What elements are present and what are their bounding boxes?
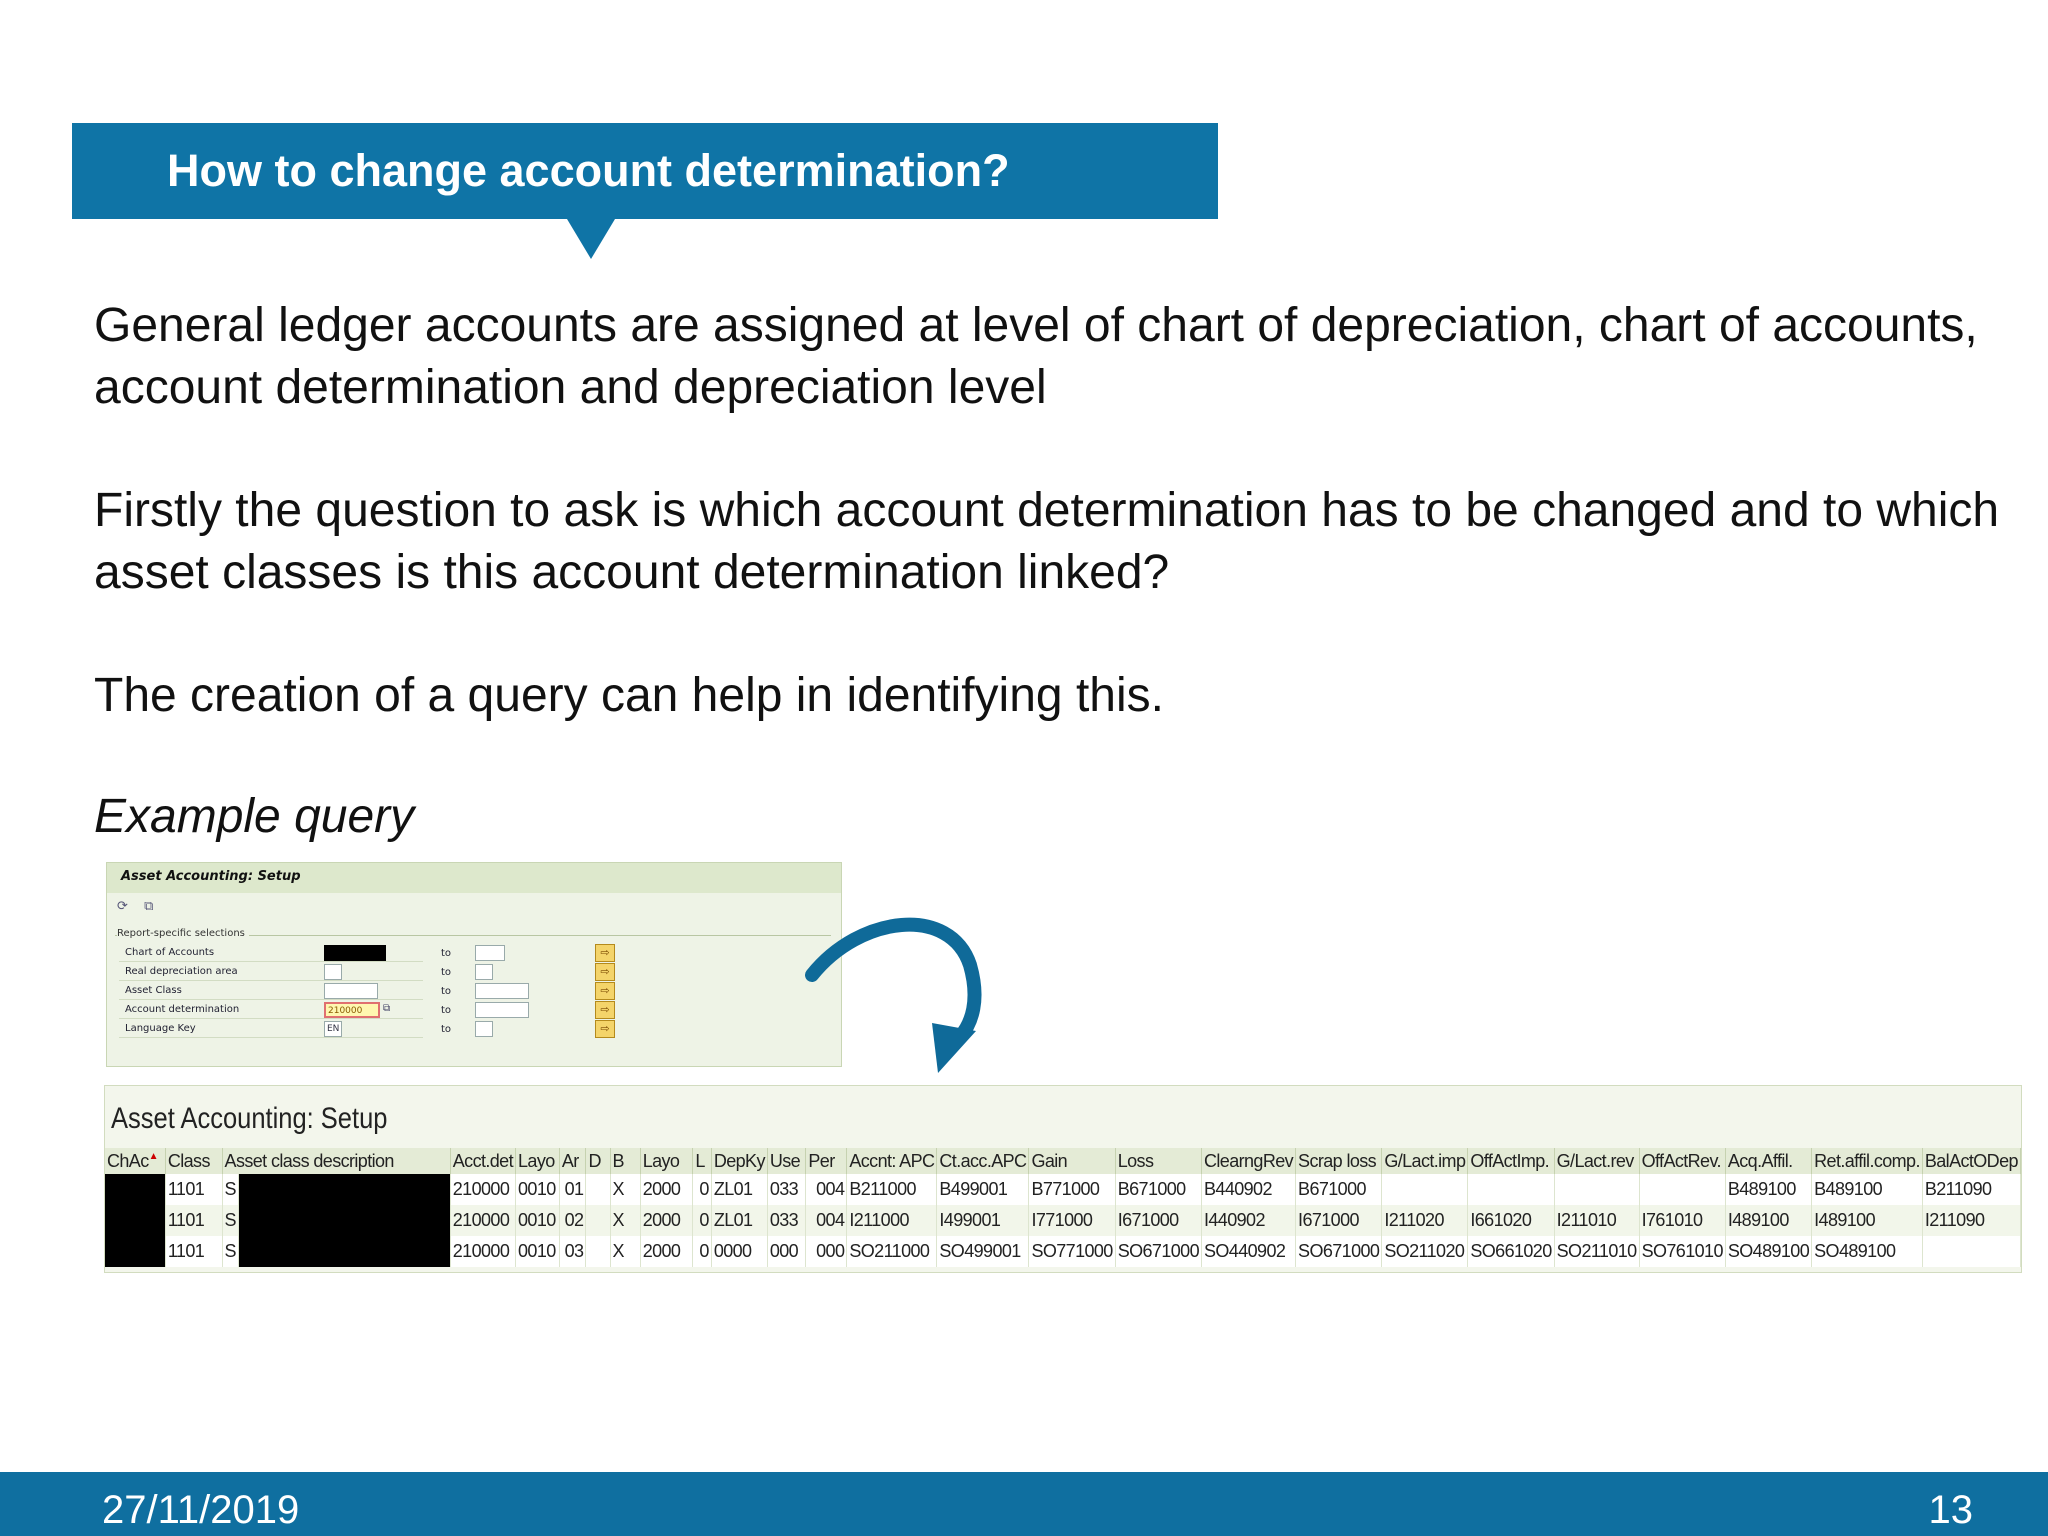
table-cell xyxy=(238,1174,450,1205)
column-header[interactable]: Gain xyxy=(1029,1148,1115,1174)
table-cell: SO489100 xyxy=(1812,1236,1923,1267)
asset-class-input[interactable] xyxy=(324,983,378,999)
table-cell: I489100 xyxy=(1812,1205,1923,1236)
curved-arrow-icon xyxy=(800,905,1000,1075)
depreciation-area-input[interactable] xyxy=(324,964,342,980)
table-cell xyxy=(586,1174,610,1205)
banner-pointer xyxy=(567,219,615,259)
chart-of-accounts-to-input[interactable] xyxy=(475,945,505,961)
table-cell: I771000 xyxy=(1029,1205,1115,1236)
table-cell: I211010 xyxy=(1554,1205,1639,1236)
table-cell: B211090 xyxy=(1922,1174,2020,1205)
table-cell: SO211020 xyxy=(1382,1236,1468,1267)
table-cell: B499001 xyxy=(937,1174,1029,1205)
column-header[interactable]: Asset class description xyxy=(222,1148,450,1174)
table-cell: 2000 xyxy=(640,1174,693,1205)
result-table xyxy=(105,1148,2021,1267)
column-header[interactable]: L xyxy=(693,1148,711,1174)
column-header[interactable]: ClearngRev xyxy=(1202,1148,1296,1174)
column-header[interactable]: DepKy xyxy=(711,1148,767,1174)
table-cell: B489100 xyxy=(1812,1174,1923,1205)
footer-date: 27/11/2019 xyxy=(102,1488,300,1532)
table-cell: B489100 xyxy=(1725,1174,1811,1205)
field-label: Language Key xyxy=(125,1023,196,1034)
table-cell: 02 xyxy=(559,1205,586,1236)
chart-of-accounts-input[interactable] xyxy=(324,945,386,961)
table-cell: B671000 xyxy=(1296,1174,1382,1205)
table-cell: B440902 xyxy=(1202,1174,1296,1205)
to-label: to xyxy=(441,967,452,978)
table-cell: 000 xyxy=(806,1236,847,1267)
table-cell: S xyxy=(222,1236,238,1267)
table-cell: SO211000 xyxy=(847,1236,937,1267)
column-header[interactable]: Layo xyxy=(516,1148,560,1174)
table-cell: X xyxy=(610,1236,640,1267)
table-cell: 0010 xyxy=(516,1236,560,1267)
table-cell: ZL01 xyxy=(711,1174,767,1205)
column-header[interactable]: Class xyxy=(165,1148,222,1174)
table-cell: SO499001 xyxy=(937,1236,1029,1267)
table-cell: 2000 xyxy=(640,1236,693,1267)
table-row[interactable] xyxy=(105,1205,2021,1236)
account-determination-input[interactable]: 210000 xyxy=(324,1002,380,1018)
table-cell: 1101 xyxy=(165,1205,222,1236)
column-header[interactable]: BalActODep xyxy=(1922,1148,2020,1174)
table-cell: 004 xyxy=(806,1205,847,1236)
column-header[interactable]: Per xyxy=(806,1148,847,1174)
table-cell xyxy=(1639,1174,1725,1205)
table-cell xyxy=(105,1205,165,1236)
table-cell: 03 xyxy=(559,1236,586,1267)
table-cell: SO671000 xyxy=(1115,1236,1201,1267)
table-cell: I661020 xyxy=(1468,1205,1554,1236)
search-help-icon[interactable]: ⧉ xyxy=(383,1003,391,1014)
selection-screen-title: Asset Accounting: Setup xyxy=(107,863,841,893)
table-cell: 0010 xyxy=(516,1205,560,1236)
table-cell xyxy=(238,1205,450,1236)
table-cell: I761010 xyxy=(1639,1205,1725,1236)
to-label: to xyxy=(441,1024,452,1035)
table-cell: X xyxy=(610,1174,640,1205)
column-header[interactable]: Ret.affil.comp. xyxy=(1812,1148,1923,1174)
table-cell xyxy=(105,1174,165,1205)
paragraph-question: Firstly the question to ask is which account determination has to be changed and to which asset classes is this account determination linked? xyxy=(94,484,2000,599)
group-label: Report-specific selections xyxy=(117,928,249,939)
field-label: Account determination xyxy=(125,1004,240,1015)
field-label: Real depreciation area xyxy=(125,966,238,977)
account-determination-to-input[interactable] xyxy=(475,1002,529,1018)
table-cell: I211000 xyxy=(847,1205,937,1236)
column-header[interactable]: D xyxy=(586,1148,610,1174)
multiple-selection-icon[interactable]: ⇨ xyxy=(595,963,615,981)
page-number: 13 xyxy=(1928,1488,1973,1532)
column-header[interactable]: Loss xyxy=(1115,1148,1201,1174)
multiple-selection-icon[interactable]: ⇨ xyxy=(595,1001,615,1019)
table-cell: B771000 xyxy=(1029,1174,1115,1205)
result-list-screenshot xyxy=(104,1085,2022,1273)
table-cell: 000 xyxy=(767,1236,806,1267)
row-real-depreciation-area xyxy=(115,963,831,981)
selection-toolbar xyxy=(107,893,841,917)
row-language-key xyxy=(115,1020,831,1038)
row-asset-class xyxy=(115,982,831,1000)
column-header[interactable]: Acct.det xyxy=(450,1148,515,1174)
column-header[interactable]: Accnt: APC xyxy=(847,1148,937,1174)
language-key-to-input[interactable] xyxy=(475,1021,493,1037)
asset-class-to-input[interactable] xyxy=(475,983,529,999)
table-cell: X xyxy=(610,1205,640,1236)
table-cell: I211090 xyxy=(1922,1205,2020,1236)
table-cell: 210000 xyxy=(450,1236,515,1267)
column-header[interactable]: Scrap loss xyxy=(1296,1148,1382,1174)
table-cell: B671000 xyxy=(1115,1174,1201,1205)
table-cell: 210000 xyxy=(450,1205,515,1236)
table-cell: 033 xyxy=(767,1205,806,1236)
column-header[interactable]: G/Lact.imp xyxy=(1382,1148,1468,1174)
column-header[interactable]: Use xyxy=(767,1148,806,1174)
table-cell xyxy=(586,1236,610,1267)
column-header[interactable]: OffActImp. xyxy=(1468,1148,1554,1174)
table-cell: SO211010 xyxy=(1554,1236,1639,1267)
table-cell: SO440902 xyxy=(1202,1236,1296,1267)
slide-title: How to change account determination? xyxy=(167,145,1010,196)
paragraph-query: The creation of a query can help in identifying this. xyxy=(94,669,1164,722)
table-cell: 0 xyxy=(693,1174,711,1205)
report-selections-group xyxy=(115,928,831,1056)
table-cell: SO661020 xyxy=(1468,1236,1554,1267)
result-list-title: Asset Accounting: Setup xyxy=(111,1102,388,1135)
table-cell: SO671000 xyxy=(1296,1236,1382,1267)
table-cell: 210000 xyxy=(450,1174,515,1205)
execute-icon[interactable]: ⟳ xyxy=(117,899,128,914)
field-label: Chart of Accounts xyxy=(125,947,215,958)
to-label: to xyxy=(441,986,452,997)
paragraph-gl-accounts: General ledger accounts are assigned at level of chart of depreciation, chart of accounts, account determination and depreciation level xyxy=(94,299,1978,414)
table-cell: 0000 xyxy=(711,1236,767,1267)
table-cell: S xyxy=(222,1205,238,1236)
table-cell: B211000 xyxy=(847,1174,937,1205)
table-cell: 1101 xyxy=(165,1236,222,1267)
table-cell xyxy=(238,1236,450,1267)
column-header[interactable]: Ct.acc.APC xyxy=(937,1148,1029,1174)
multiple-selection-icon[interactable]: ⇨ xyxy=(595,944,615,962)
table-cell: 0 xyxy=(693,1236,711,1267)
table-cell: S xyxy=(222,1174,238,1205)
table-cell: 1101 xyxy=(165,1174,222,1205)
column-header[interactable]: B xyxy=(610,1148,640,1174)
title-banner xyxy=(72,123,1218,219)
table-cell xyxy=(1922,1236,2020,1267)
row-chart-of-accounts xyxy=(115,944,831,962)
table-cell: I440902 xyxy=(1202,1205,1296,1236)
table-cell: SO771000 xyxy=(1029,1236,1115,1267)
table-header-row xyxy=(105,1148,2021,1174)
multiple-selection-icon[interactable]: ⇨ xyxy=(595,1020,615,1038)
column-header[interactable]: OffActRev. xyxy=(1639,1148,1725,1174)
table-row[interactable] xyxy=(105,1174,2021,1205)
table-cell: 0010 xyxy=(516,1174,560,1205)
table-cell xyxy=(586,1205,610,1236)
row-account-determination xyxy=(115,1001,831,1019)
table-cell: 01 xyxy=(559,1174,586,1205)
example-query-label: Example query xyxy=(94,790,415,843)
column-header[interactable]: Acq.Affil. xyxy=(1725,1148,1811,1174)
table-cell: SO489100 xyxy=(1725,1236,1811,1267)
table-cell: ZL01 xyxy=(711,1205,767,1236)
footer-bar xyxy=(0,1472,2048,1536)
language-key-input[interactable]: EN xyxy=(324,1021,342,1037)
column-header[interactable]: Ar xyxy=(559,1148,586,1174)
table-cell: I489100 xyxy=(1725,1205,1811,1236)
table-cell: 004 xyxy=(806,1174,847,1205)
table-cell: 033 xyxy=(767,1174,806,1205)
selection-screen-screenshot xyxy=(106,862,842,1067)
multiple-selection-icon[interactable]: ⇨ xyxy=(595,982,615,1000)
variant-icon[interactable]: ⧉ xyxy=(144,899,154,914)
table-row[interactable] xyxy=(105,1236,2021,1267)
table-cell xyxy=(1554,1174,1639,1205)
table-cell: 2000 xyxy=(640,1205,693,1236)
table-cell xyxy=(105,1236,165,1267)
column-header[interactable]: G/Lact.rev xyxy=(1554,1148,1639,1174)
column-header[interactable]: Layo xyxy=(640,1148,693,1174)
to-label: to xyxy=(441,948,452,959)
table-cell xyxy=(1382,1174,1468,1205)
table-cell: I211020 xyxy=(1382,1205,1468,1236)
depreciation-area-to-input[interactable] xyxy=(475,964,493,980)
column-header[interactable]: ChAc▲ xyxy=(105,1148,165,1174)
table-cell: I671000 xyxy=(1115,1205,1201,1236)
table-cell: I499001 xyxy=(937,1205,1029,1236)
table-cell: 0 xyxy=(693,1205,711,1236)
table-cell: SO761010 xyxy=(1639,1236,1725,1267)
field-label: Asset Class xyxy=(125,985,182,996)
to-label: to xyxy=(441,1005,452,1016)
table-cell: I671000 xyxy=(1296,1205,1382,1236)
table-cell xyxy=(1468,1174,1554,1205)
